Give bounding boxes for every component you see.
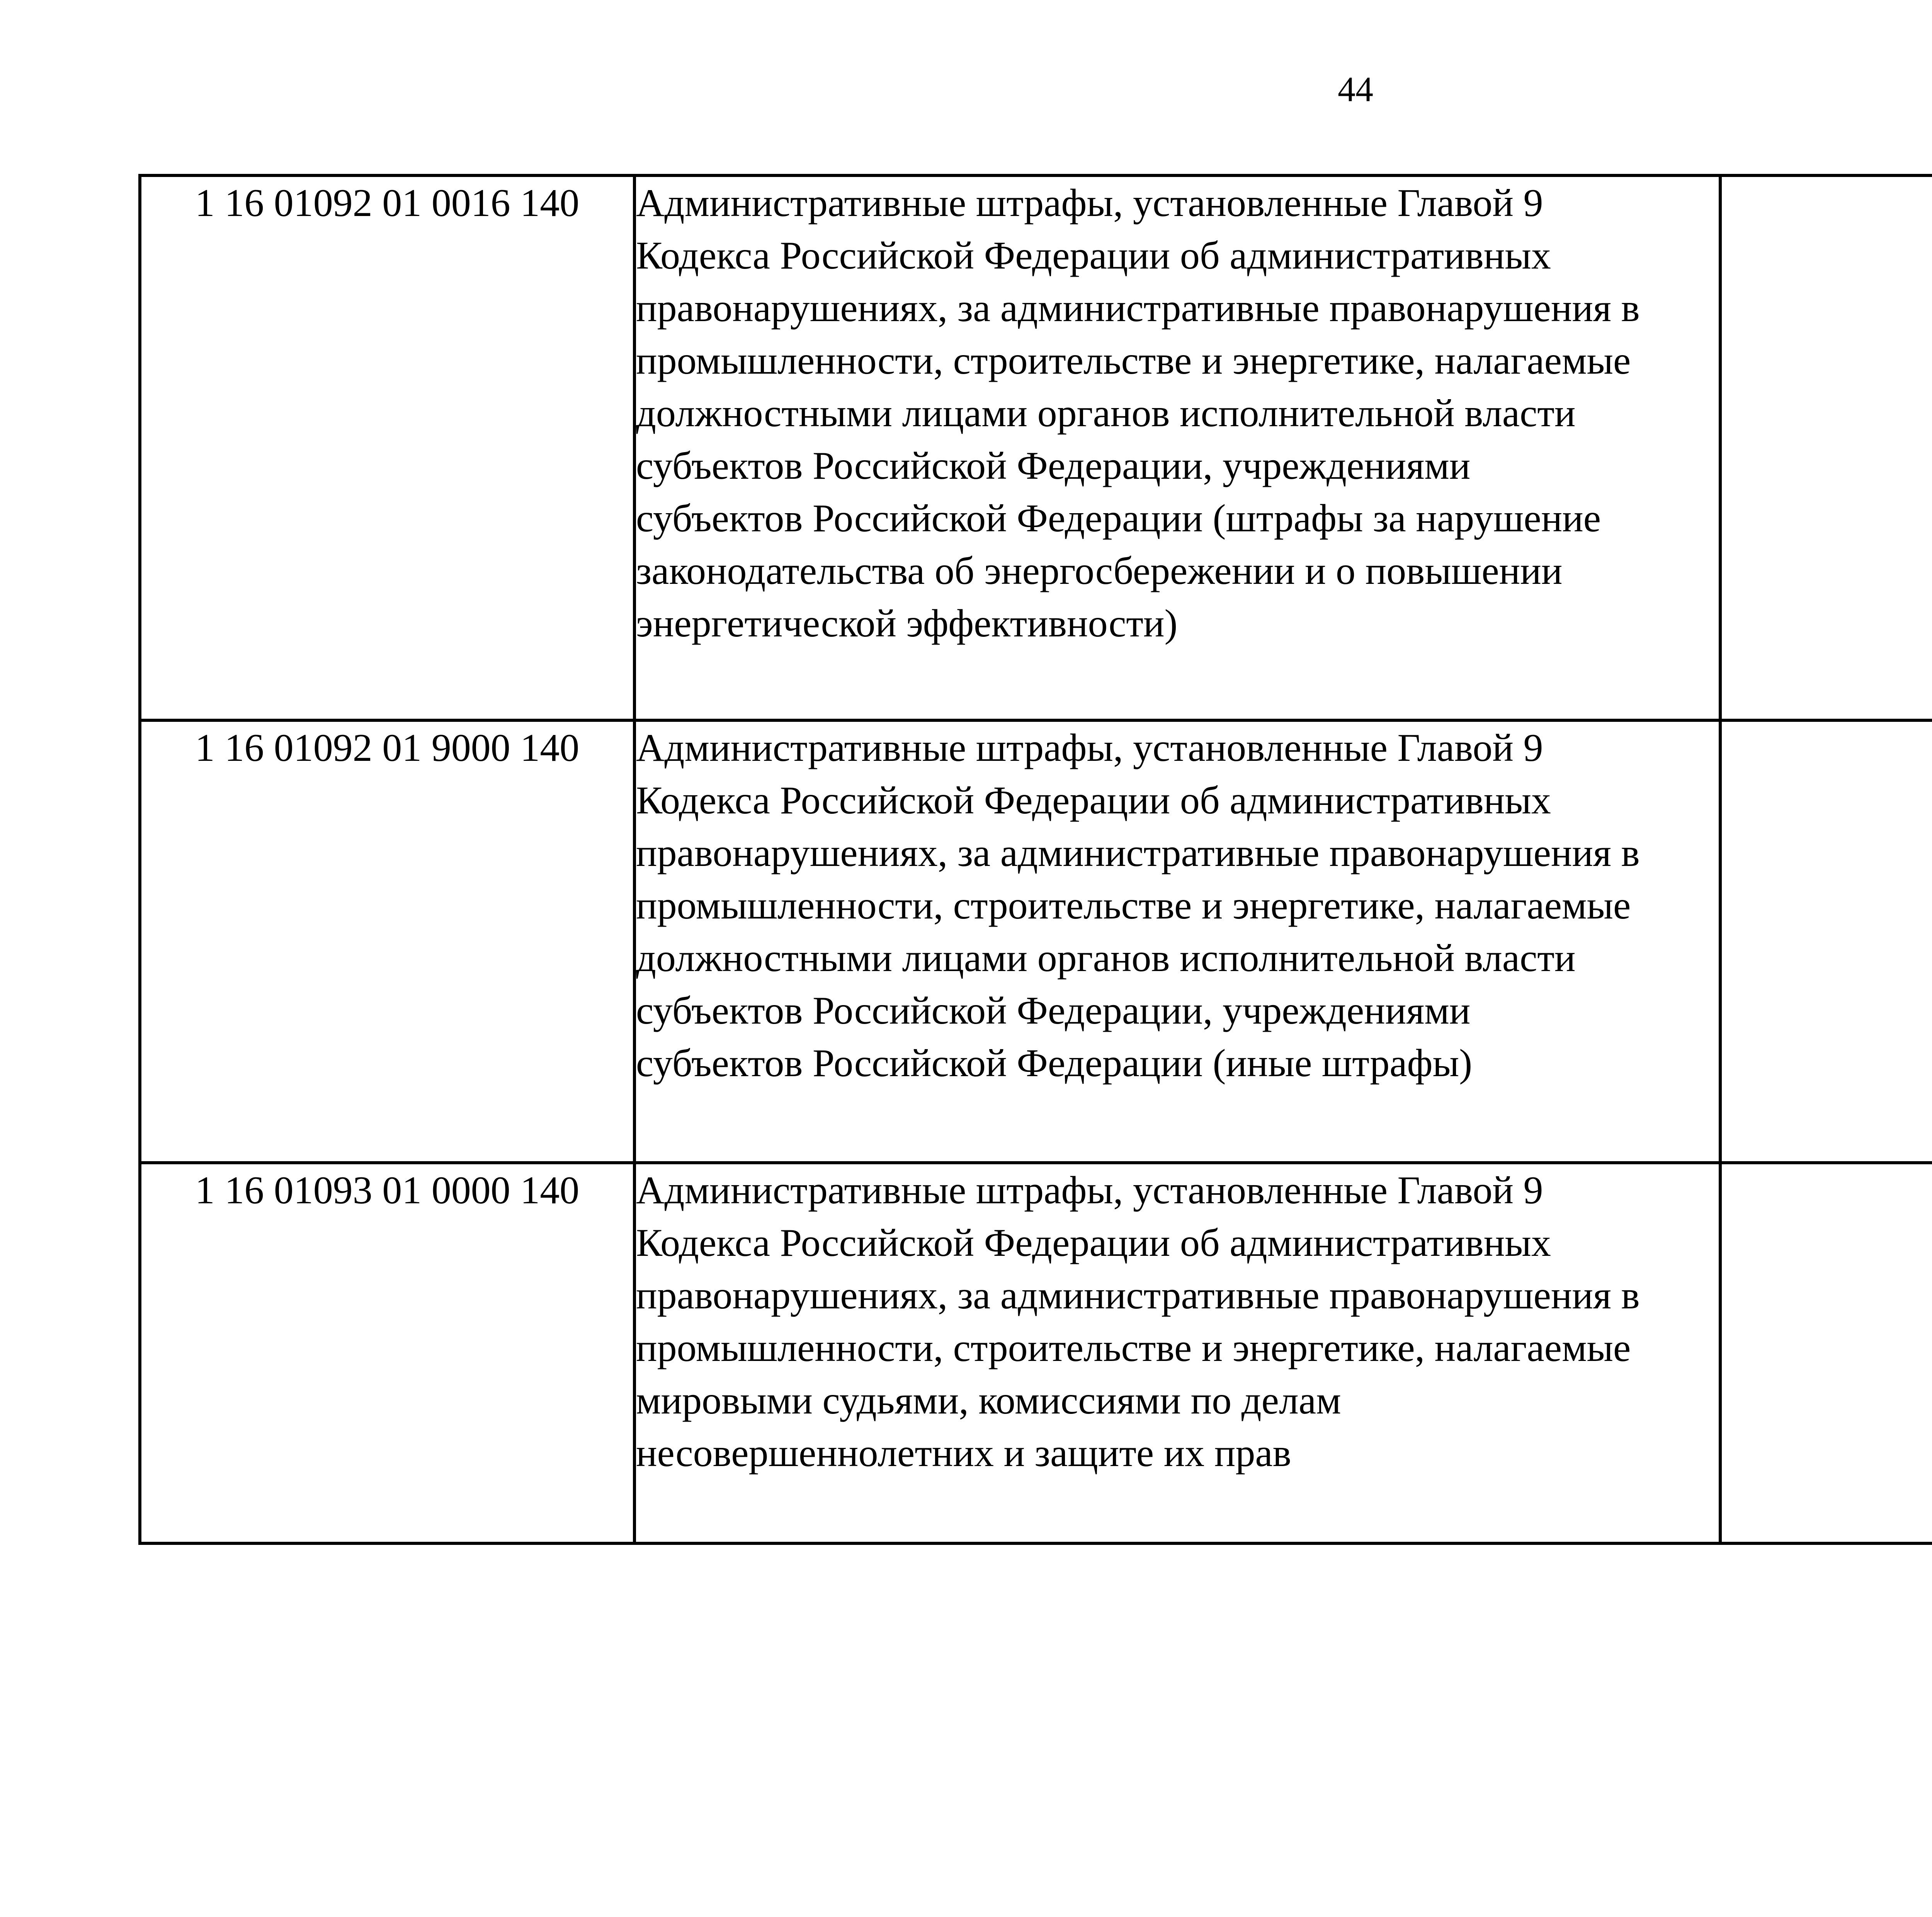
description-line: Административные штрафы, установленные Главой 9 [636, 181, 1543, 225]
description-line: должностными лицами органов исполнительной власти [636, 936, 1576, 980]
description-cell [634, 1163, 1720, 1543]
description-line: промышленности, строительстве и энергетике, налагаемые [636, 1326, 1631, 1370]
description-line: энергетической эффективности) [636, 602, 1178, 645]
description-line: мировыми судьями, комиссиями по делам [636, 1379, 1341, 1422]
description-line: Кодекса Российской Федерации об административных [636, 234, 1551, 277]
page-number: 44 [1338, 70, 1373, 109]
description-line: промышленности, строительстве и энергетике, налагаемые [636, 339, 1631, 383]
description-line: правонарушениях, за административные правонарушения в [636, 831, 1640, 875]
table-row [140, 1163, 1932, 1543]
budget-code-cell: 1 16 01093 01 0000 140 [140, 1163, 634, 1543]
budget-table [138, 174, 1932, 1545]
description-line: субъектов Российской Федерации, учреждениями [636, 989, 1471, 1032]
description-cell [634, 175, 1720, 720]
value-cell-1 [1720, 1163, 1932, 1543]
description-line: субъектов Российской Федерации (штрафы за нарушение [636, 497, 1601, 540]
description-line: должностными лицами органов исполнительной власти [636, 391, 1576, 435]
description-line: правонарушениях, за административные правонарушения в [636, 286, 1640, 330]
description-line: несовершеннолетних и защите их прав [636, 1431, 1291, 1475]
description-line: субъектов Российской Федерации (иные штрафы) [636, 1041, 1473, 1085]
table-row [140, 720, 1932, 1163]
description-line: Кодекса Российской Федерации об административных [636, 1221, 1551, 1265]
description-cell [634, 720, 1720, 1163]
description-line: правонарушениях, за административные правонарушения в [636, 1274, 1640, 1317]
budget-code-cell: 1 16 01092 01 0016 140 [140, 175, 634, 720]
description-line: законодательства об энергосбережении и о повышении [636, 549, 1563, 593]
budget-code-cell: 1 16 01092 01 9000 140 [140, 720, 634, 1163]
description-line: Административные штрафы, установленные Главой 9 [636, 1169, 1543, 1212]
description-line: Кодекса Российской Федерации об административных [636, 779, 1551, 822]
description-line: Административные штрафы, установленные Главой 9 [636, 726, 1543, 770]
value-cell-1 [1720, 175, 1932, 720]
value-cell-1 [1720, 720, 1932, 1163]
description-line: субъектов Российской Федерации, учреждениями [636, 444, 1471, 488]
description-line: промышленности, строительстве и энергетике, налагаемые [636, 884, 1631, 927]
table-row [140, 175, 1932, 720]
